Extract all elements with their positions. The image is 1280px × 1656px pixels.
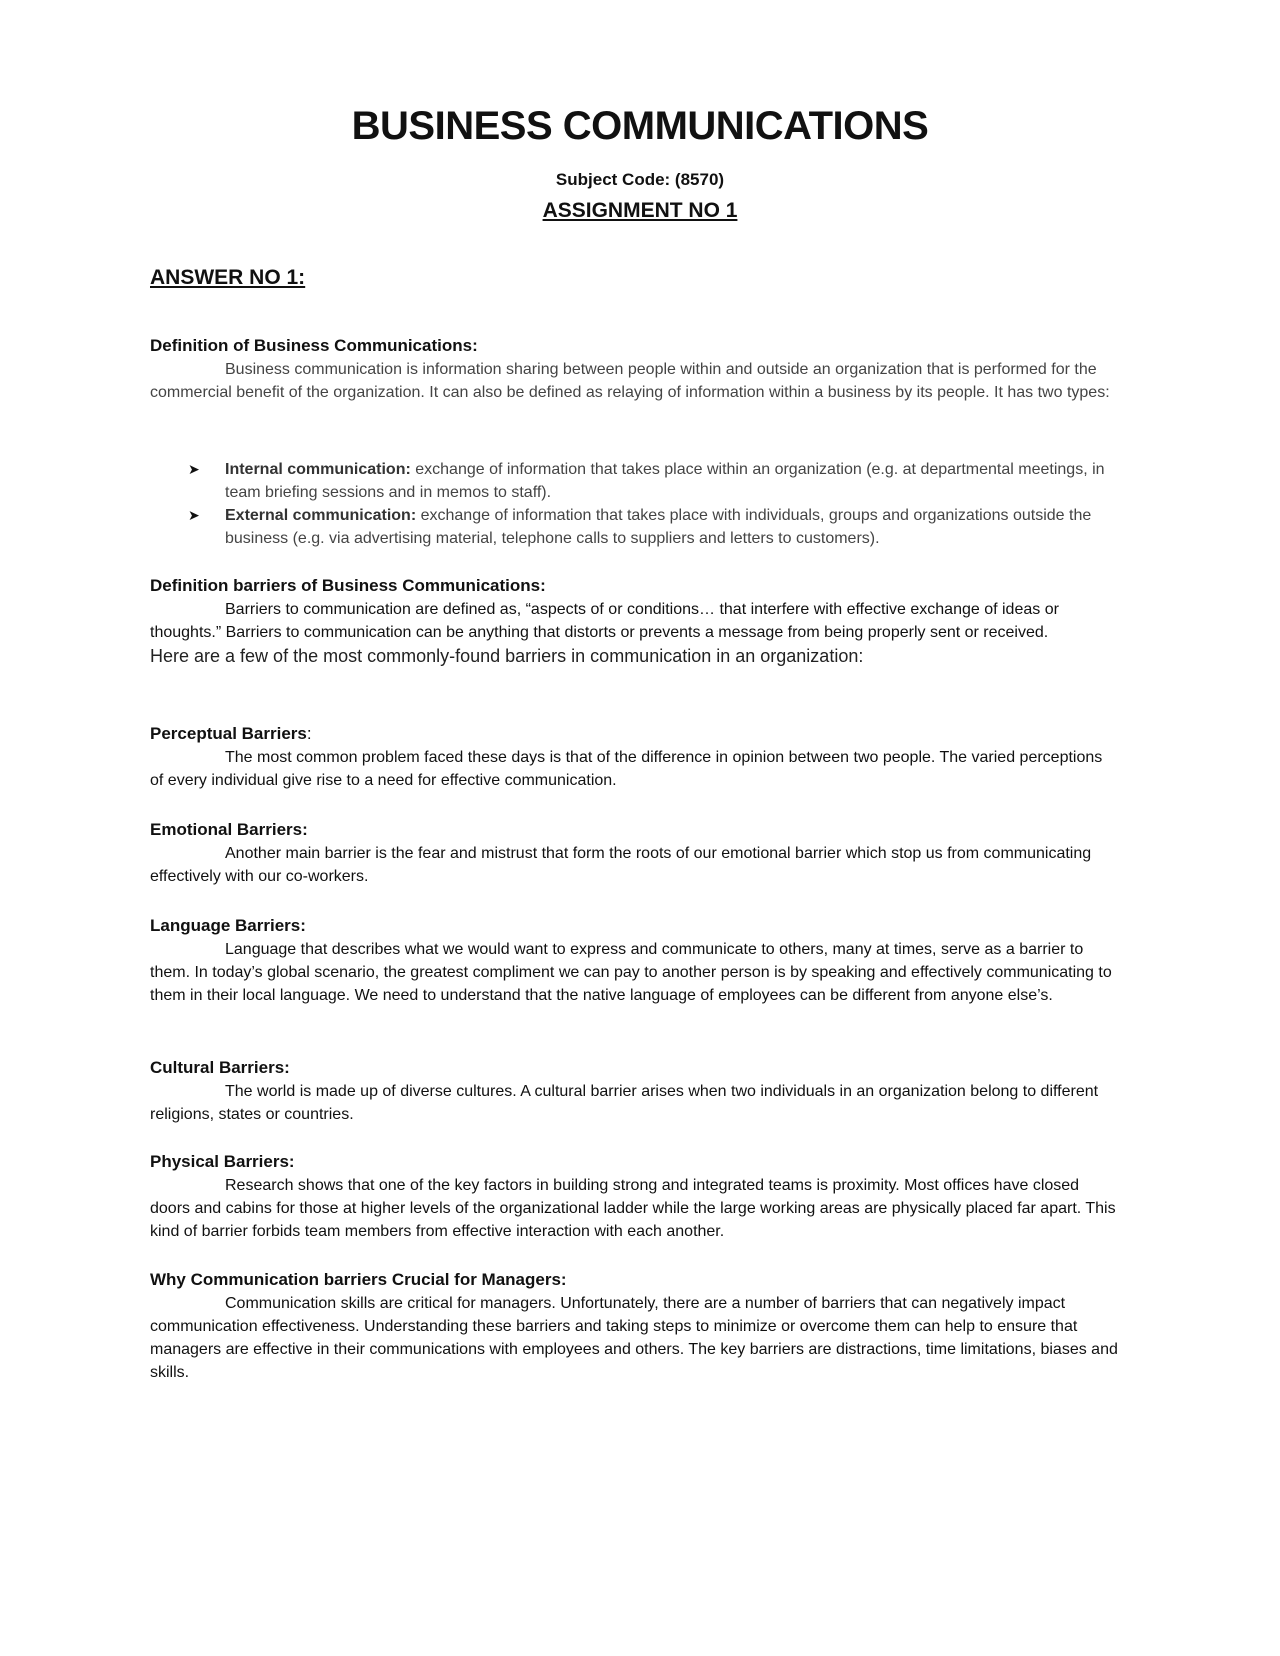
barriers-paragraph: Barriers to communication are defined as, “aspects of or conditions… that interfere with effective exchange of ideas or thoughts.” Barriers to communication can be anything that distorts or prevents a message from being properly sent or received. — [150, 601, 1059, 641]
bullet-term: External communication: — [225, 507, 417, 524]
section-paragraph: Another main barrier is the fear and mistrust that form the roots of our emotional barrier which stop us from communicating effectively with our co-workers. — [150, 845, 1092, 885]
perceptual-section — [150, 722, 1120, 792]
managers-section — [150, 1268, 1120, 1384]
list-item — [150, 458, 1120, 504]
definition-section — [150, 334, 1120, 404]
document-title: BUSINESS COMMUNICATIONS — [351, 104, 929, 148]
barriers-heading: Definition barriers of Business Communications: — [150, 576, 546, 595]
physical-section — [150, 1150, 1120, 1243]
bullet-text: exchange of information that takes place within an organization (e.g. at departmental meetings, in team briefing sessions and in memos to staff). — [225, 461, 1105, 501]
answer-heading: ANSWER NO 1: — [150, 266, 306, 289]
section-heading: Physical Barriers: — [150, 1152, 295, 1171]
cultural-section — [150, 1056, 1120, 1126]
section-heading-suffix: : — [306, 724, 312, 743]
definition-heading: Definition of Business Communications: — [150, 336, 478, 355]
communication-types-list — [150, 458, 1120, 550]
section-heading: Language Barriers: — [150, 916, 306, 935]
subject-code: Subject Code: (8570) — [555, 170, 725, 189]
list-item — [150, 504, 1120, 550]
assignment-heading: ASSIGNMENT NO 1 — [542, 199, 738, 222]
section-paragraph: The most common problem faced these days is that of the difference in opinion between two people. The varied perceptions of every individual give rise to a need for effective communication. — [150, 749, 1103, 789]
arrow-bullet-icon: ➤ — [188, 507, 200, 523]
section-paragraph: Research shows that one of the key factors in building strong and integrated teams is proximity. Most offices have closed doors and cabins for those at higher levels of the organizational ladder while the large working areas are physically placed far apart. This kind of barrier forbids team members from effective interaction with each another. — [150, 1177, 1116, 1240]
arrow-bullet-icon: ➤ — [188, 461, 200, 477]
section-heading: Why Communication barriers Crucial for Managers: — [150, 1270, 567, 1289]
section-heading: Emotional Barriers: — [150, 820, 308, 839]
barriers-definition-section — [150, 574, 1120, 668]
bullet-term: Internal communication: — [225, 461, 411, 478]
section-heading-text: Perceptual Barriers — [150, 724, 307, 743]
definition-paragraph: Business communication is information sharing between people within and outside an organization that is performed for the commercial benefit of the organization. It can also be defined as relaying of information within a business by its people. It has two types: — [150, 361, 1110, 401]
emotional-section — [150, 818, 1120, 888]
section-heading: Cultural Barriers: — [150, 1058, 290, 1077]
language-section — [150, 914, 1120, 1007]
bullet-text: exchange of information that takes place with individuals, groups and organizations outside the business (e.g. via advertising material, telephone calls to suppliers and letters to customers). — [225, 507, 1092, 547]
section-paragraph: Language that describes what we would want to express and communicate to others, many at times, serve as a barrier to them. In today’s global scenario, the greatest compliment we can pay to another person is by speaking and effectively communicating to them in their local language. We need to understand that the native language of employees can be different from anyone else’s. — [150, 941, 1112, 1004]
section-paragraph: Communication skills are critical for managers. Unfortunately, there are a number of barriers that can negatively impact communication effectiveness. Understanding these barriers and taking steps to minimize or overcome them can help to ensure that managers are effective in their communications with employees and others. The key barriers are distractions, time limitations, biases and skills. — [150, 1295, 1118, 1381]
section-heading — [150, 722, 1120, 746]
types-list-section — [150, 458, 1120, 550]
section-paragraph: The world is made up of diverse cultures. A cultural barrier arises when two individuals in an organization belong to different religions, states or countries. — [150, 1083, 1099, 1123]
barriers-note: Here are a few of the most commonly-found barriers in communication in an organization: — [150, 646, 864, 666]
